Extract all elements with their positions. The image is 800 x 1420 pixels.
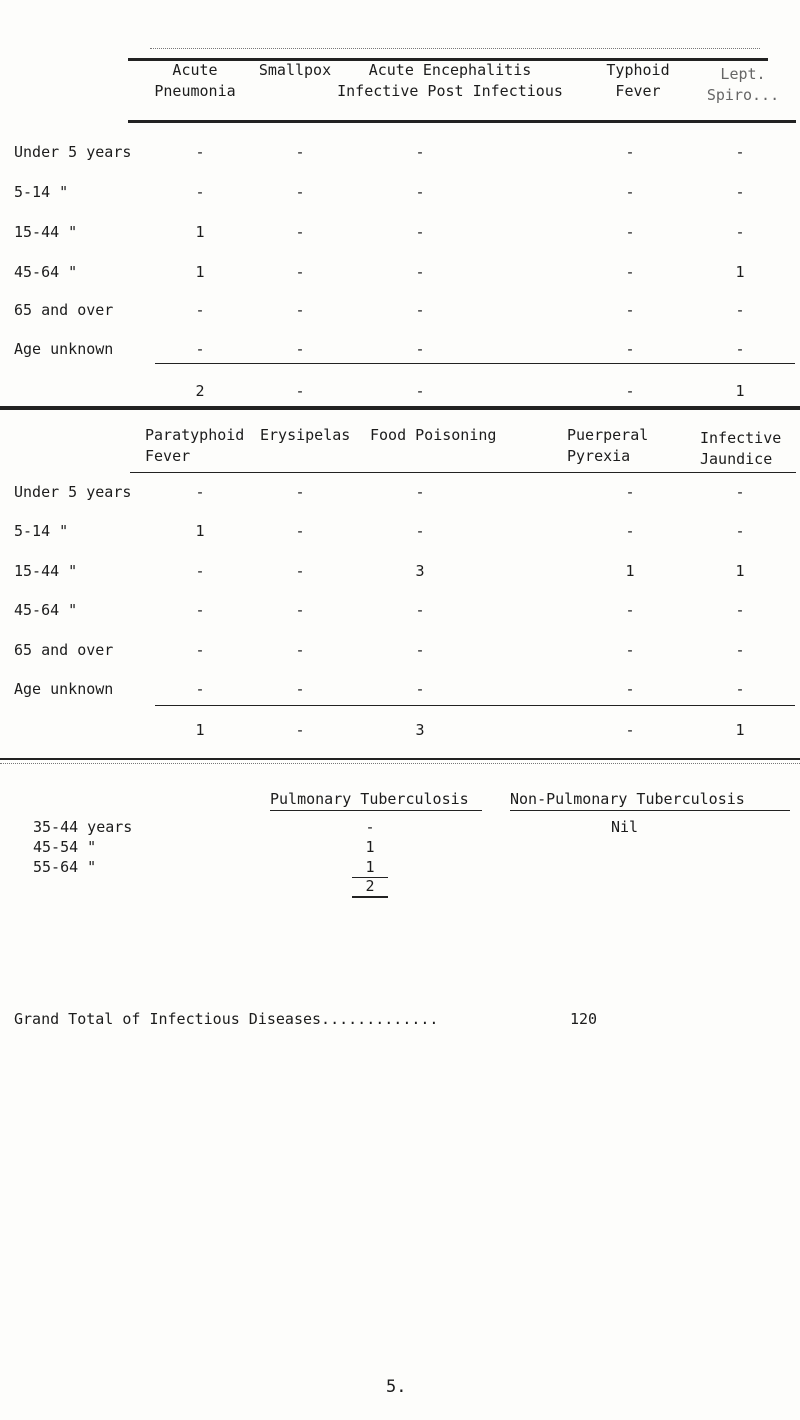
table-cell: - [365, 818, 375, 836]
total-cell: 1 [735, 382, 745, 400]
table-cell: - [735, 483, 745, 501]
pulmonary-header-rule [270, 810, 482, 811]
table-cell: - [415, 641, 425, 659]
header-paratyphoid-fever: Paratyphoid Fever [145, 426, 245, 465]
grand-total-label: Grand Total of Infectious Diseases............. [14, 1010, 439, 1028]
pulmonary-total-underline [352, 896, 388, 898]
table-cell: - [195, 183, 205, 201]
table-cell: - [295, 301, 305, 319]
table-cell: 1 [625, 562, 635, 580]
row-label: 5-14 " [14, 183, 69, 201]
table-cell: - [735, 340, 745, 358]
total-cell: 1 [195, 721, 205, 739]
row-label: 5-14 " [14, 522, 69, 540]
table-cell: - [195, 601, 205, 619]
total-cell: - [625, 721, 635, 739]
header-typhoid-fever: Typhoid Fever [606, 61, 670, 100]
table-cell: - [625, 641, 635, 659]
row-label: 45-54 " [33, 838, 97, 856]
header-acute-encephalitis: Acute Encephalitis Infective Post Infectious [337, 61, 563, 100]
table-cell: Nil [611, 818, 639, 836]
total-cell: - [625, 382, 635, 400]
table-cell: - [415, 301, 425, 319]
table-cell: - [195, 562, 205, 580]
header-acute-pneumonia: Acute Pneumonia [154, 61, 236, 100]
table-cell: - [735, 301, 745, 319]
header-leptospirosis: Lept. Spiro... [706, 65, 780, 104]
row-label: Under 5 years [14, 483, 132, 501]
non-pulmonary-header-rule [510, 810, 790, 811]
top-margin-rule [150, 48, 760, 49]
header-puerperal-pyrexia: Puerperal Pyrexia [567, 426, 649, 465]
header-infective-jaundice: Infective Jaundice [700, 429, 782, 468]
header-erysipelas: Erysipelas [260, 426, 351, 444]
table-cell: - [195, 680, 205, 698]
table-cell: - [295, 143, 305, 161]
table-cell: - [195, 301, 205, 319]
table-cell: 1 [365, 858, 375, 876]
row-label: 45-64 " [14, 601, 78, 619]
table-cell: - [625, 522, 635, 540]
row-label: 55-64 " [33, 858, 97, 876]
row-label: 15-44 " [14, 562, 78, 580]
table2-total-rule [155, 705, 795, 706]
table-cell: - [295, 223, 305, 241]
table-cell: 1 [195, 522, 205, 540]
total-cell: 1 [735, 721, 745, 739]
header-pulmonary-tuberculosis: Pulmonary Tuberculosis [270, 790, 469, 808]
table2-header-rule [130, 472, 796, 473]
table-cell: - [195, 641, 205, 659]
table-cell: - [295, 601, 305, 619]
table-cell: - [295, 183, 305, 201]
total-cell: 2 [195, 382, 205, 400]
table-cell: - [625, 183, 635, 201]
table-cell: 1 [365, 838, 375, 856]
header-food-poisoning: Food Poisoning [370, 426, 497, 444]
table-cell: - [295, 483, 305, 501]
header-smallpox: Smallpox [258, 61, 332, 79]
table-cell: - [735, 183, 745, 201]
table-cell: - [625, 601, 635, 619]
total-cell: 2 [365, 877, 375, 895]
row-label: 35-44 years [33, 818, 133, 836]
table-cell: - [735, 143, 745, 161]
table-cell: - [295, 263, 305, 281]
total-cell: - [415, 382, 425, 400]
table-cell: - [195, 483, 205, 501]
row-label: 65 and over [14, 641, 114, 659]
table-cell: - [625, 680, 635, 698]
page-number: 5. [386, 1377, 407, 1397]
table2-bottom-rule-2 [0, 763, 800, 764]
table-cell: - [735, 223, 745, 241]
table1-total-rule [155, 363, 795, 364]
row-label: Age unknown [14, 340, 114, 358]
table-cell: - [195, 143, 205, 161]
table-cell: - [625, 223, 635, 241]
table-cell: - [295, 562, 305, 580]
header-non-pulmonary-tuberculosis: Non-Pulmonary Tuberculosis [510, 790, 745, 808]
table-cell: - [625, 340, 635, 358]
table-cell: - [195, 340, 205, 358]
table-cell: - [295, 340, 305, 358]
table-cell: - [295, 680, 305, 698]
table-cell: - [625, 143, 635, 161]
table-cell: - [625, 483, 635, 501]
table1-header-rule [128, 120, 796, 123]
total-cell: - [295, 721, 305, 739]
table-cell: - [295, 522, 305, 540]
table-cell: - [625, 263, 635, 281]
table-cell: 1 [195, 263, 205, 281]
table-cell: - [415, 340, 425, 358]
table1-bottom-rule [0, 406, 800, 410]
table-cell: - [415, 522, 425, 540]
table-cell: - [735, 641, 745, 659]
table-cell: - [735, 522, 745, 540]
table-cell: - [415, 223, 425, 241]
table2-bottom-rule [0, 758, 800, 760]
table-cell: 1 [735, 562, 745, 580]
table-cell: - [415, 483, 425, 501]
table-cell: - [625, 301, 635, 319]
table-cell: - [735, 680, 745, 698]
table-cell: - [415, 263, 425, 281]
table-cell: 1 [195, 223, 205, 241]
table-cell: - [415, 183, 425, 201]
total-cell: - [295, 382, 305, 400]
table-cell: - [415, 680, 425, 698]
row-label: 45-64 " [14, 263, 78, 281]
table-cell: - [415, 601, 425, 619]
table-cell: 3 [415, 562, 425, 580]
total-cell: 3 [415, 721, 425, 739]
table-cell: - [295, 641, 305, 659]
row-label: 15-44 " [14, 223, 78, 241]
grand-total-value: 120 [570, 1010, 598, 1028]
row-label: Under 5 years [14, 143, 132, 161]
table-cell: - [415, 143, 425, 161]
table-cell: - [735, 601, 745, 619]
table-cell: 1 [735, 263, 745, 281]
row-label: 65 and over [14, 301, 114, 319]
row-label: Age unknown [14, 680, 114, 698]
